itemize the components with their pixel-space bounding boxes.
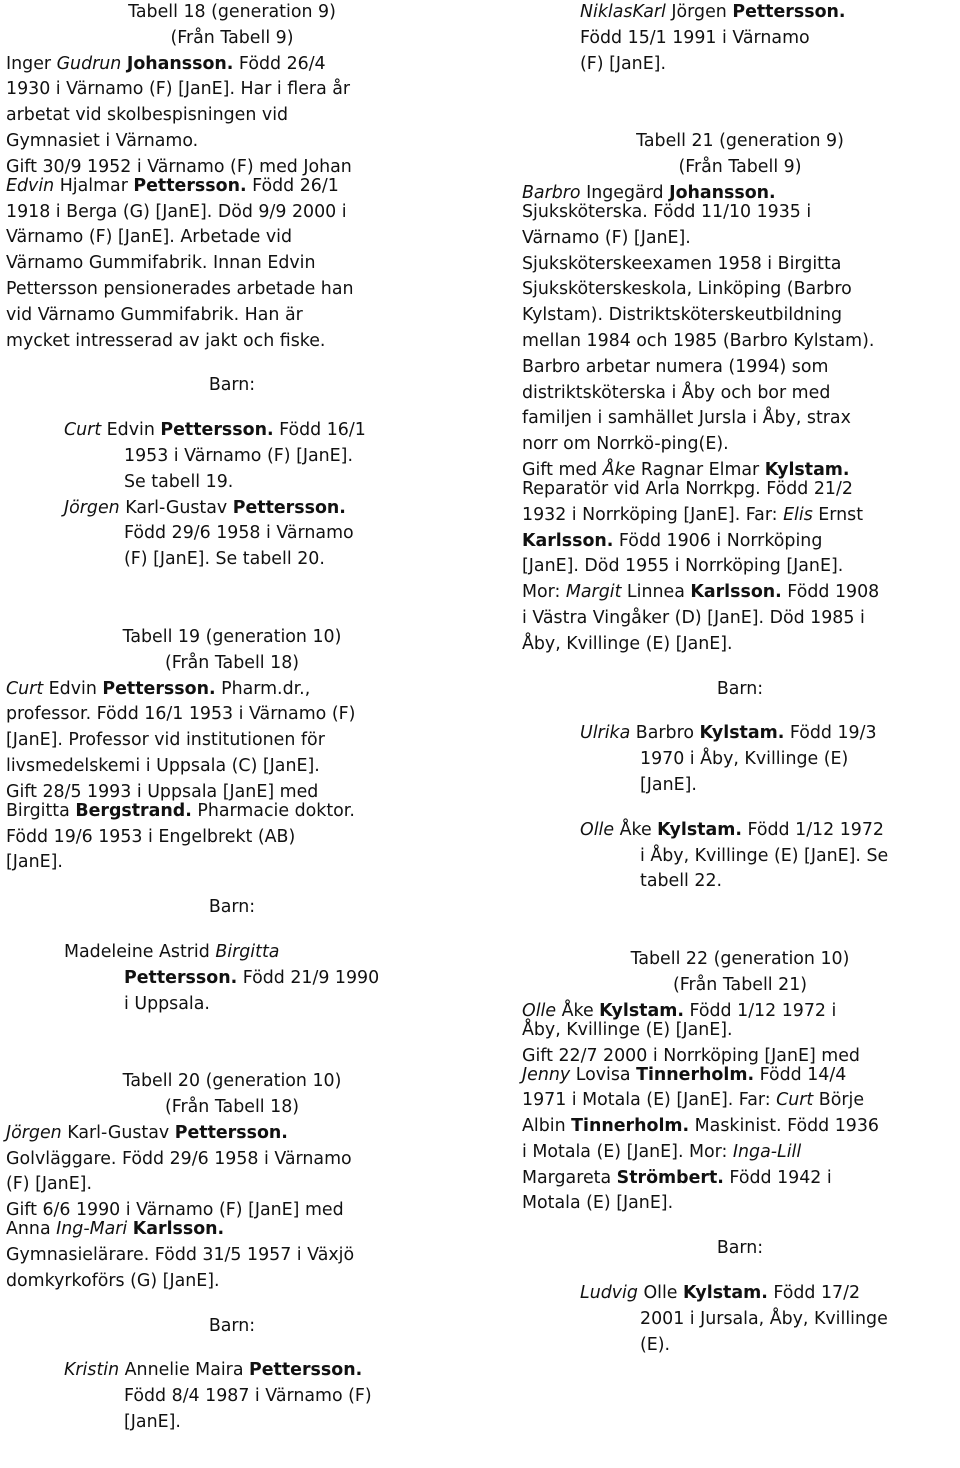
text-segment: Pettersson. [124, 967, 238, 988]
text-line [522, 947, 958, 973]
text-segment: Värnamo (F) [JanE]. [522, 227, 691, 248]
text-segment: Pharmacie doktor. [191, 800, 355, 821]
text-segment: Olle [522, 1000, 557, 1021]
text-segment: Kristin [64, 1360, 120, 1381]
text-segment: Elis [783, 504, 813, 525]
text-segment: Pettersson. [133, 175, 247, 196]
text-line [522, 1018, 958, 1044]
text-line [6, 26, 458, 52]
text-line [6, 373, 458, 399]
text-line [6, 1217, 458, 1243]
text-line [6, 470, 458, 496]
text-segment: Född 17/2 [767, 1283, 861, 1304]
text-segment: livsmedelskemi i Uppsala (C) [JanE]. [6, 755, 320, 776]
text-line [6, 547, 458, 573]
text-line [522, 252, 958, 278]
text-segment: Inger [6, 53, 57, 74]
text-line [6, 728, 458, 754]
text-segment: (Från Tabell 18) [164, 652, 300, 673]
text-segment: (Från Tabell 9) [678, 157, 802, 178]
text-segment: Barn: [208, 375, 256, 396]
text-segment: Barbro arbetar numera (1994) som [522, 356, 829, 377]
text-segment: Född 1/12 1972 [741, 819, 884, 840]
text-segment: Olle [637, 1283, 684, 1304]
text-segment: Kylstam. [599, 1000, 684, 1021]
text-segment: Tinnerholm. [571, 1116, 690, 1137]
text-segment: Madeleine Astrid [64, 941, 216, 962]
text-segment: Barn: [208, 897, 256, 918]
text-segment: Tabell 20 (generation 10) [122, 1071, 342, 1092]
text-line [522, 155, 958, 181]
text-line [522, 818, 958, 844]
text-segment: arbetat vid skolbespisningen vid [6, 105, 289, 126]
text-segment: Åby, Kvillinge (E) [JanE]. [522, 1019, 733, 1040]
text-segment: professor. Född 16/1 1953 i Värnamo (F) [6, 704, 356, 725]
text-segment: Motala (E) [JanE]. [522, 1193, 674, 1214]
text-line [522, 381, 958, 407]
text-segment: Edvin [101, 420, 161, 441]
text-segment: Gift 6/6 1990 i Värnamo (F) [JanE] med [6, 1200, 344, 1221]
text-segment: Tinnerholm. [636, 1064, 755, 1085]
text-line [6, 966, 458, 992]
text-line [6, 1069, 458, 1095]
text-line [6, 52, 458, 78]
right-column [522, 0, 958, 1358]
text-segment: Pettersson. [732, 2, 846, 22]
text-line [522, 1114, 958, 1140]
text-segment: Ulrika [580, 723, 631, 744]
text-segment: Karlsson. [690, 582, 782, 603]
text-segment: Pharm.dr., [215, 678, 311, 699]
text-segment: 1918 i Berga (G) [JanE]. Död 9/9 2000 i [6, 201, 347, 222]
text-segment: Gift 28/5 1993 i Uppsala [JanE] med [6, 781, 319, 802]
text-line [6, 651, 458, 677]
text-segment: i Uppsala. [124, 993, 210, 1014]
text-line [522, 580, 958, 606]
text-segment: Se tabell 19. [124, 471, 234, 492]
text-line [522, 606, 958, 632]
text-segment: distriktsköterska i Åby och bor med [522, 382, 831, 403]
text-line [6, 329, 458, 355]
text-line [522, 1140, 958, 1166]
text-line [522, 329, 958, 355]
text-segment: Sjuksköterskeskola, Linköping (Barbro [522, 279, 852, 300]
text-segment: Gift med [522, 459, 603, 480]
text-segment: Jörgen [6, 1122, 62, 1143]
text-line [6, 496, 458, 522]
text-segment: Född 1906 i Norrköping [613, 530, 823, 551]
text-segment: Olle [580, 819, 615, 840]
text-line [522, 844, 958, 870]
text-segment: 1932 i Norrköping [JanE]. Far: [522, 504, 784, 525]
text-segment: Värnamo Gummifabrik. Innan Edvin [6, 253, 316, 274]
text-segment: Anna [6, 1219, 57, 1240]
text-line [522, 1088, 958, 1114]
text-segment: Sjuksköterska. Född 11/10 1935 i [522, 201, 812, 222]
text-segment: Barbro [630, 723, 700, 744]
text-segment: mycket intresserad av jakt och fiske. [6, 330, 326, 351]
text-segment: Karl-Gustav [119, 497, 233, 518]
text-line [522, 973, 958, 999]
text-segment: Pettersson. [102, 678, 216, 699]
text-segment: Birgitta [6, 800, 76, 821]
text-segment: Kylstam). Distriktsköterskeutbildning [522, 305, 843, 326]
text-segment: Ludvig [580, 1283, 638, 1304]
text-segment: Tabell 18 (generation 9) [128, 2, 336, 22]
text-line [6, 303, 458, 329]
text-line [522, 432, 958, 458]
text-segment: Född 19/6 1953 i Engelbrekt (AB) [6, 826, 296, 847]
text-segment: Jenny [522, 1064, 571, 1085]
text-segment: Barn: [208, 1315, 256, 1336]
text-line [6, 1358, 458, 1384]
text-line [522, 458, 958, 480]
text-line [522, 1333, 958, 1359]
text-segment: 1971 i Motala (E) [JanE]. Far: [522, 1090, 777, 1111]
text-segment: Albin [522, 1116, 572, 1137]
text-line [6, 1269, 458, 1295]
text-line [522, 554, 958, 580]
text-segment: Johansson. [126, 53, 234, 74]
text-line [522, 129, 958, 155]
text-segment: Född 14/4 [754, 1064, 847, 1085]
text-segment: Jörgen [64, 497, 120, 518]
text-line [6, 251, 458, 277]
text-line [6, 850, 458, 876]
text-segment: Inga-Lill [732, 1141, 802, 1162]
text-segment: (Från Tabell 18) [164, 1097, 300, 1118]
text-segment: Tabell 21 (generation 9) [636, 131, 844, 152]
text-segment: familjen i samhället Jursla i Åby, strax [522, 408, 851, 429]
text-segment: Åke [556, 1000, 600, 1021]
text-segment: [JanE]. [640, 774, 697, 795]
text-segment: Kylstam. [699, 723, 785, 744]
text-line [6, 129, 458, 155]
text-segment: Strömbert. [616, 1167, 724, 1188]
text-line [6, 625, 458, 651]
text-segment: Barn: [716, 678, 764, 699]
text-line [6, 521, 458, 547]
text-segment: Född 8/4 1987 i Värnamo (F) [124, 1386, 372, 1407]
text-line [522, 1281, 958, 1307]
text-segment: Karlsson. [522, 530, 614, 551]
text-line [6, 825, 458, 851]
text-line [6, 174, 458, 200]
text-line [522, 1044, 958, 1066]
text-segment: Gymnasiet i Värnamo. [6, 130, 199, 151]
text-line [6, 940, 458, 966]
text-segment: Gift 22/7 2000 i Norrköping [JanE] med [522, 1045, 860, 1066]
text-segment: mellan 1984 och 1985 (Barbro Kylstam). [522, 330, 875, 351]
text-line [522, 529, 958, 555]
text-segment: Barbro [522, 182, 581, 203]
text-segment: Pettersson. [174, 1122, 288, 1143]
text-line [522, 999, 958, 1021]
text-segment: i Åby, Kvillinge (E) [JanE]. Se [640, 845, 889, 866]
text-line [6, 895, 458, 921]
text-segment: (E). [640, 1334, 671, 1355]
text-segment: Åby, Kvillinge (E) [JanE]. [522, 633, 733, 654]
text-segment: Reparatör vid Arla Norrkpg. Född 21/2 [522, 478, 853, 499]
text-line [6, 444, 458, 470]
text-segment: Mor: [522, 582, 566, 603]
text-segment: Född 19/3 [784, 723, 877, 744]
text-segment: Tabell 22 (generation 10) [630, 949, 850, 970]
text-line [522, 0, 958, 26]
text-segment: vid Värnamo Gummifabrik. Han är [6, 304, 303, 325]
text-segment: Barn: [716, 1238, 764, 1259]
text-line [522, 181, 958, 203]
text-segment: Maskinist. Född 1936 [689, 1116, 879, 1137]
text-segment: Född 1/12 1972 i [683, 1000, 837, 1021]
text-segment: [JanE]. [6, 852, 63, 873]
text-segment: Född 1908 [781, 582, 880, 603]
text-segment: Margareta [522, 1167, 617, 1188]
text-segment: Gift 30/9 1952 i Värnamo (F) med Johan [6, 156, 352, 177]
text-line [522, 277, 958, 303]
text-line [6, 155, 458, 177]
text-segment: Pettersson. [249, 1360, 363, 1381]
text-segment: 1953 i Värnamo (F) [JanE]. [124, 445, 353, 466]
text-line [522, 721, 958, 747]
text-segment: Kylstam. [657, 819, 742, 840]
text-line [6, 225, 458, 251]
text-segment: Pettersson. [160, 420, 274, 441]
text-segment: Gymnasielärare. Född 31/5 1957 i Växjö [6, 1245, 355, 1266]
text-segment: Sjuksköterskeexamen 1958 i Birgitta [522, 253, 842, 274]
text-line [522, 303, 958, 329]
text-line [522, 1063, 958, 1089]
text-line [6, 799, 458, 825]
text-segment: i Motala (E) [JanE]. Mor: [522, 1141, 733, 1162]
text-line [522, 406, 958, 432]
text-line [522, 773, 958, 799]
text-segment: 1970 i Åby, Kvillinge (E) [640, 749, 849, 770]
text-line [6, 103, 458, 129]
text-line [522, 52, 958, 78]
text-line [6, 1198, 458, 1221]
text-segment: (Från Tabell 21) [672, 974, 808, 995]
text-segment: Edvin [6, 175, 55, 196]
text-line [6, 277, 458, 303]
text-line [6, 1121, 458, 1147]
text-segment: Född 1942 i [723, 1167, 832, 1188]
text-line [522, 1236, 958, 1262]
text-segment: Ing-Mari [56, 1219, 128, 1240]
text-segment: (F) [JanE]. [580, 53, 666, 74]
text-line [522, 26, 958, 52]
text-segment: Född 26/4 [233, 53, 326, 74]
text-segment: NiklasKarl [580, 2, 666, 22]
text-segment: Född 16/1 [273, 420, 366, 441]
text-line [6, 1243, 458, 1269]
text-segment: Kylstam. [764, 459, 850, 480]
text-line [6, 0, 458, 26]
text-line [6, 1384, 458, 1410]
text-line [522, 632, 958, 658]
text-segment: Pettersson pensionerades arbetade han [6, 278, 354, 299]
text-segment: (F) [JanE]. Se tabell 20. [124, 549, 325, 570]
text-line [522, 677, 958, 703]
text-segment: 1930 i Värnamo (F) [JanE]. Har i flera år [6, 79, 351, 100]
text-segment: Curt [64, 420, 102, 441]
text-segment: Jörgen [665, 2, 733, 22]
text-segment: Bergstrand. [75, 800, 192, 821]
text-line [6, 780, 458, 802]
text-line [6, 77, 458, 103]
text-line [522, 747, 958, 773]
text-segment: Gudrun [56, 53, 122, 74]
text-line [522, 477, 958, 503]
text-segment: (F) [JanE]. [6, 1174, 92, 1195]
text-line [6, 754, 458, 780]
text-segment: Ernst [812, 504, 864, 525]
text-segment: Född 29/6 1958 i Värnamo [124, 523, 354, 544]
text-segment: [JanE]. Professor vid institutionen för [6, 730, 325, 751]
text-segment: Åke [602, 459, 636, 480]
text-segment: Född 26/1 [246, 175, 339, 196]
text-segment: Lovisa [570, 1064, 637, 1085]
text-segment: Pettersson. [232, 497, 346, 518]
text-segment: Curt [776, 1090, 814, 1111]
text-line [522, 226, 958, 252]
text-segment: Johansson. [669, 182, 776, 203]
text-segment: Ingegärd [580, 182, 670, 203]
text-segment: i Västra Vingåker (D) [JanE]. Död 1985 i [522, 607, 865, 628]
text-segment: [JanE]. Död 1955 i Norrköping [JanE]. [522, 556, 844, 577]
text-segment: Golvläggare. Född 29/6 1958 i Värnamo [6, 1148, 352, 1169]
text-segment: Karl-Gustav [61, 1122, 175, 1143]
text-line [6, 1314, 458, 1340]
text-segment: (Från Tabell 9) [170, 27, 294, 48]
text-segment: Curt [6, 678, 44, 699]
text-segment: Åke [614, 819, 658, 840]
text-segment: 2001 i Jursala, Åby, Kvillinge [640, 1308, 888, 1329]
text-line [6, 702, 458, 728]
text-segment: domkyrkoförs (G) [JanE]. [6, 1270, 220, 1291]
text-line [6, 1172, 458, 1198]
text-line [6, 1410, 458, 1436]
text-line [6, 200, 458, 226]
text-segment: Karlsson. [132, 1219, 225, 1240]
text-segment: Birgitta [215, 941, 280, 962]
text-segment: Börje [813, 1090, 865, 1111]
text-segment: Edvin [43, 678, 103, 699]
text-segment: Född 15/1 1991 i Värnamo [580, 27, 810, 48]
text-line [6, 418, 458, 444]
text-segment: Värnamo (F) [JanE]. Arbetade vid [6, 227, 293, 248]
text-segment: Annelie Maira [119, 1360, 250, 1381]
text-line [522, 355, 958, 381]
text-line [522, 1166, 958, 1192]
text-segment: [JanE]. [124, 1412, 181, 1433]
text-segment: Linnea [621, 582, 691, 603]
text-line [522, 869, 958, 895]
left-column [6, 0, 458, 1436]
text-segment: Ragnar Elmar [635, 459, 765, 480]
text-line [522, 503, 958, 529]
text-segment: Hjalmar [54, 175, 134, 196]
text-segment: Margit [565, 582, 622, 603]
text-line [522, 1191, 958, 1217]
text-segment: tabell 22. [640, 871, 723, 892]
text-segment: norr om Norrkö-ping(E). [522, 434, 729, 455]
text-segment: Kylstam. [683, 1283, 768, 1304]
text-segment: Tabell 19 (generation 10) [122, 626, 342, 647]
text-segment: Född 21/9 1990 [237, 967, 380, 988]
text-line [6, 677, 458, 703]
text-line [522, 200, 958, 226]
text-line [6, 992, 458, 1018]
text-line [6, 1147, 458, 1173]
text-line [522, 1307, 958, 1333]
text-line [6, 1095, 458, 1121]
